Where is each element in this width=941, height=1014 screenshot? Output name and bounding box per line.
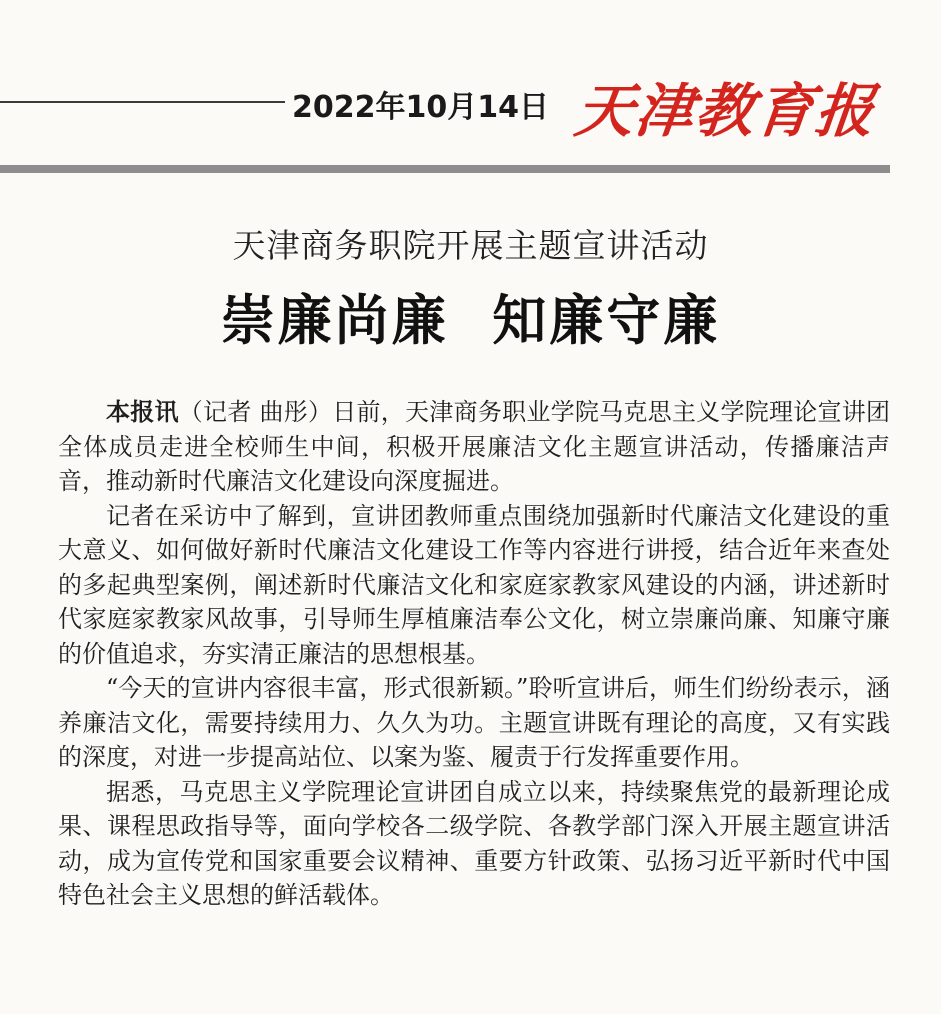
- article-paragraph: 据悉，马克思主义学院理论宣讲团自成立以来，持续聚焦党的最新理论成果、课程思政指导等，面向学校各二级学院、各教学部门深入开展主题宣讲活动，成为宣传党和国家重要会议精神、重要方针政策、弘扬习近平新时代中国特色社会主义思想的鲜活载体。: [58, 777, 890, 909]
- masthead: [0, 60, 941, 160]
- issue-date: 2022年10月14日: [292, 90, 549, 125]
- newspaper-logo: 天津教育报: [571, 77, 880, 145]
- article-paragraph: 记者在采访中了解到，宣讲团教师重点围绕加强新时代廉洁文化建设的重大意义、如何做好新时代廉洁文化建设工作等内容进行讲授，结合近年来查处的多起典型案例，阐述新时代廉洁文化和家庭家教家风建设的内涵，讲述新时代家庭家教家风故事，引导师生厚植廉洁奉公文化，树立崇廉尚廉、知廉守廉的价值追求，夯实清正廉洁的思想根基。: [58, 501, 890, 668]
- article-paragraph: 本报讯（记者 曲彤）日前，天津商务职业学院马克思主义学院理论宣讲团全体成员走进全校师生中间，积极开展廉洁文化主题宣讲活动，传播廉洁声音，推动新时代廉洁文化建设向深度掘进。: [58, 397, 891, 495]
- masthead-rule: [0, 101, 285, 103]
- header-divider: [0, 165, 890, 173]
- lead-label: 本报讯: [106, 397, 179, 426]
- article-paragraph: “今天的宣讲内容很丰富，形式很新颖。”聆听宣讲后，师生们纷纷表示，涵养廉洁文化，需要持续用力、久久为功。主题宣讲既有理论的高度，又有实践的深度，对进一步提高站位、以案为鉴、履责于行发挥重要作用。: [58, 674, 890, 771]
- article-headline: 崇廉尚廉 知廉守廉: [220, 288, 721, 352]
- article-body: [58, 395, 890, 913]
- byline: （记者 曲彤）: [178, 398, 333, 426]
- article-subtitle: 天津商务职院开展主题宣讲活动: [232, 226, 709, 265]
